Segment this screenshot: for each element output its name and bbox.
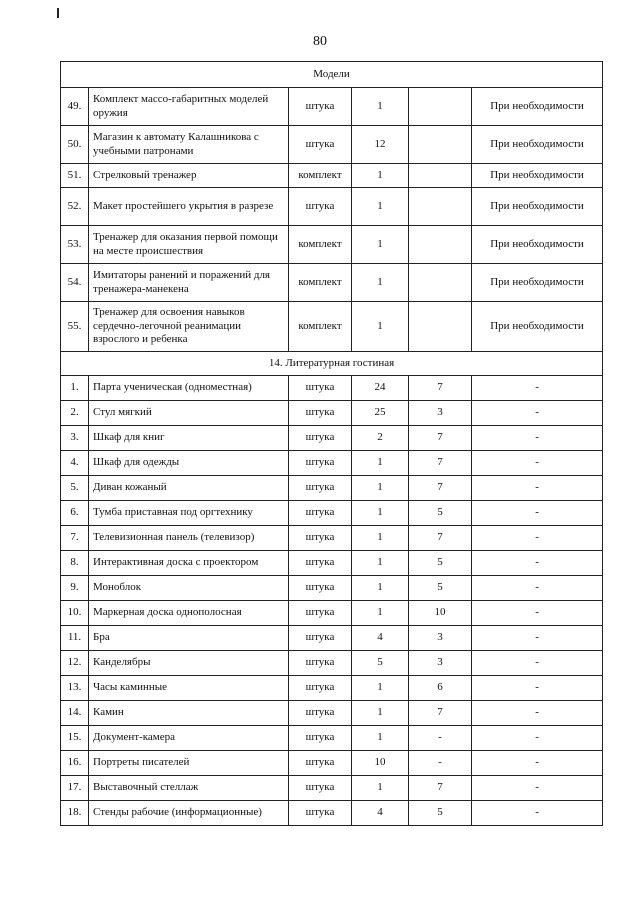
note-cell: При необходимости: [472, 188, 603, 226]
unit-cell: штука: [289, 476, 352, 501]
item-name: Тренажер для оказания первой помощи на месте происшествия: [89, 226, 289, 264]
item-name: Интерактивная доска с проектором: [89, 551, 289, 576]
row-number: 50.: [61, 126, 89, 164]
quantity-cell: 1: [352, 501, 409, 526]
quantity-cell: 1: [352, 576, 409, 601]
term-cell: 3: [409, 626, 472, 651]
table-row: [61, 126, 603, 164]
quantity-cell: 1: [352, 601, 409, 626]
quantity-cell: 24: [352, 376, 409, 401]
quantity-cell: 12: [352, 126, 409, 164]
row-number: 7.: [61, 526, 89, 551]
term-cell: -: [409, 751, 472, 776]
scan-mark: [57, 8, 59, 18]
quantity-cell: 1: [352, 476, 409, 501]
quantity-cell: 1: [352, 88, 409, 126]
item-name: Диван кожаный: [89, 476, 289, 501]
row-number: 2.: [61, 401, 89, 426]
table-row: [61, 526, 603, 551]
term-cell: 3: [409, 401, 472, 426]
term-cell: [409, 188, 472, 226]
note-cell: При необходимости: [472, 126, 603, 164]
note-cell: -: [472, 676, 603, 701]
row-number: 55.: [61, 302, 89, 352]
quantity-cell: 1: [352, 776, 409, 801]
row-number: 52.: [61, 188, 89, 226]
term-cell: 7: [409, 451, 472, 476]
term-cell: 10: [409, 601, 472, 626]
term-cell: [409, 126, 472, 164]
section-header-row: [61, 352, 603, 376]
quantity-cell: 10: [352, 751, 409, 776]
item-name: Портреты писателей: [89, 751, 289, 776]
row-number: 16.: [61, 751, 89, 776]
item-name: Имитаторы ранений и поражений для тренажера-манекена: [89, 264, 289, 302]
quantity-cell: 1: [352, 551, 409, 576]
quantity-cell: 1: [352, 188, 409, 226]
row-number: 5.: [61, 476, 89, 501]
term-cell: -: [409, 726, 472, 751]
item-name: Моноблок: [89, 576, 289, 601]
row-number: 17.: [61, 776, 89, 801]
unit-cell: штука: [289, 676, 352, 701]
row-number: 9.: [61, 576, 89, 601]
row-number: 49.: [61, 88, 89, 126]
quantity-cell: 5: [352, 651, 409, 676]
row-number: 3.: [61, 426, 89, 451]
quantity-cell: 4: [352, 626, 409, 651]
table-row: [61, 551, 603, 576]
table-row: [61, 626, 603, 651]
term-cell: 7: [409, 376, 472, 401]
term-cell: [409, 88, 472, 126]
term-cell: [409, 164, 472, 188]
row-number: 12.: [61, 651, 89, 676]
unit-cell: штука: [289, 501, 352, 526]
table-row: [61, 302, 603, 352]
quantity-cell: 1: [352, 164, 409, 188]
unit-cell: штука: [289, 701, 352, 726]
row-number: 8.: [61, 551, 89, 576]
quantity-cell: 2: [352, 426, 409, 451]
item-name: Камин: [89, 701, 289, 726]
quantity-cell: 4: [352, 801, 409, 826]
item-name: Телевизионная панель (телевизор): [89, 526, 289, 551]
quantity-cell: 1: [352, 264, 409, 302]
note-cell: -: [472, 401, 603, 426]
term-cell: 3: [409, 651, 472, 676]
item-name: Парта ученическая (одноместная): [89, 376, 289, 401]
unit-cell: штука: [289, 576, 352, 601]
item-name: Выставочный стеллаж: [89, 776, 289, 801]
row-number: 54.: [61, 264, 89, 302]
term-cell: [409, 302, 472, 352]
row-number: 1.: [61, 376, 89, 401]
table-row: [61, 426, 603, 451]
table-row: [61, 751, 603, 776]
note-cell: -: [472, 601, 603, 626]
table-row: [61, 264, 603, 302]
note-cell: -: [472, 701, 603, 726]
item-name: Комплект массо-габаритных моделей оружия: [89, 88, 289, 126]
note-cell: При необходимости: [472, 264, 603, 302]
note-cell: -: [472, 526, 603, 551]
table-row: [61, 701, 603, 726]
table-row: [61, 451, 603, 476]
row-number: 51.: [61, 164, 89, 188]
table-row: [61, 188, 603, 226]
table-row: [61, 501, 603, 526]
note-cell: -: [472, 626, 603, 651]
unit-cell: штука: [289, 776, 352, 801]
term-cell: 5: [409, 551, 472, 576]
table-row: [61, 776, 603, 801]
note-cell: -: [472, 476, 603, 501]
term-cell: 7: [409, 426, 472, 451]
note-cell: -: [472, 576, 603, 601]
quantity-cell: 1: [352, 451, 409, 476]
quantity-cell: 25: [352, 401, 409, 426]
unit-cell: штука: [289, 451, 352, 476]
unit-cell: комплект: [289, 226, 352, 264]
note-cell: -: [472, 501, 603, 526]
unit-cell: комплект: [289, 264, 352, 302]
note-cell: -: [472, 651, 603, 676]
unit-cell: комплект: [289, 164, 352, 188]
note-cell: При необходимости: [472, 164, 603, 188]
item-name: Стул мягкий: [89, 401, 289, 426]
term-cell: [409, 226, 472, 264]
row-number: 6.: [61, 501, 89, 526]
note-cell: -: [472, 426, 603, 451]
unit-cell: штука: [289, 88, 352, 126]
note-cell: -: [472, 801, 603, 826]
unit-cell: штука: [289, 726, 352, 751]
table-row: [61, 651, 603, 676]
quantity-cell: 1: [352, 226, 409, 264]
table-row: [61, 676, 603, 701]
unit-cell: штука: [289, 401, 352, 426]
note-cell: -: [472, 376, 603, 401]
note-cell: -: [472, 551, 603, 576]
note-cell: -: [472, 451, 603, 476]
table-row: [61, 164, 603, 188]
unit-cell: штука: [289, 426, 352, 451]
unit-cell: штука: [289, 376, 352, 401]
page-number: 80: [313, 34, 327, 49]
quantity-cell: 1: [352, 726, 409, 751]
table-row: [61, 601, 603, 626]
item-name: Магазин к автомату Калашникова с учебными патронами: [89, 126, 289, 164]
note-cell: -: [472, 776, 603, 801]
table-row: [61, 88, 603, 126]
unit-cell: штука: [289, 626, 352, 651]
item-name: Тумба приставная под оргтехнику: [89, 501, 289, 526]
row-number: 10.: [61, 601, 89, 626]
row-number: 53.: [61, 226, 89, 264]
item-name: Маркерная доска однополосная: [89, 601, 289, 626]
table-row: [61, 801, 603, 826]
unit-cell: комплект: [289, 302, 352, 352]
table-row: [61, 401, 603, 426]
unit-cell: штука: [289, 651, 352, 676]
item-name: Канделябры: [89, 651, 289, 676]
term-cell: 7: [409, 776, 472, 801]
equipment-table: [60, 61, 603, 826]
table-row: [61, 226, 603, 264]
item-name: Часы каминные: [89, 676, 289, 701]
table-body: [61, 62, 603, 826]
term-cell: 7: [409, 526, 472, 551]
unit-cell: штука: [289, 801, 352, 826]
term-cell: 5: [409, 501, 472, 526]
quantity-cell: 1: [352, 302, 409, 352]
term-cell: [409, 264, 472, 302]
quantity-cell: 1: [352, 701, 409, 726]
item-name: Стрелковый тренажер: [89, 164, 289, 188]
row-number: 4.: [61, 451, 89, 476]
section-header-row: [61, 62, 603, 88]
term-cell: 6: [409, 676, 472, 701]
section-title: Модели: [61, 62, 603, 88]
term-cell: 5: [409, 801, 472, 826]
note-cell: При необходимости: [472, 226, 603, 264]
unit-cell: штука: [289, 601, 352, 626]
item-name: Тренажер для освоения навыков сердечно-легочной реанимации взрослого и ребенка: [89, 302, 289, 352]
table-row: [61, 726, 603, 751]
item-name: Бра: [89, 626, 289, 651]
item-name: Стенды рабочие (информационные): [89, 801, 289, 826]
item-name: Шкаф для одежды: [89, 451, 289, 476]
row-number: 13.: [61, 676, 89, 701]
unit-cell: штука: [289, 526, 352, 551]
term-cell: 5: [409, 576, 472, 601]
row-number: 11.: [61, 626, 89, 651]
row-number: 15.: [61, 726, 89, 751]
table-row: [61, 376, 603, 401]
table-row: [61, 476, 603, 501]
note-cell: При необходимости: [472, 88, 603, 126]
term-cell: 7: [409, 476, 472, 501]
quantity-cell: 1: [352, 526, 409, 551]
note-cell: -: [472, 751, 603, 776]
item-name: Шкаф для книг: [89, 426, 289, 451]
unit-cell: штука: [289, 751, 352, 776]
term-cell: 7: [409, 701, 472, 726]
item-name: Документ-камера: [89, 726, 289, 751]
note-cell: -: [472, 726, 603, 751]
section-title: 14. Литературная гостиная: [61, 352, 603, 376]
note-cell: При необходимости: [472, 302, 603, 352]
unit-cell: штука: [289, 551, 352, 576]
row-number: 18.: [61, 801, 89, 826]
table-row: [61, 576, 603, 601]
unit-cell: штука: [289, 126, 352, 164]
row-number: 14.: [61, 701, 89, 726]
item-name: Макет простейшего укрытия в разрезе: [89, 188, 289, 226]
unit-cell: штука: [289, 188, 352, 226]
quantity-cell: 1: [352, 676, 409, 701]
